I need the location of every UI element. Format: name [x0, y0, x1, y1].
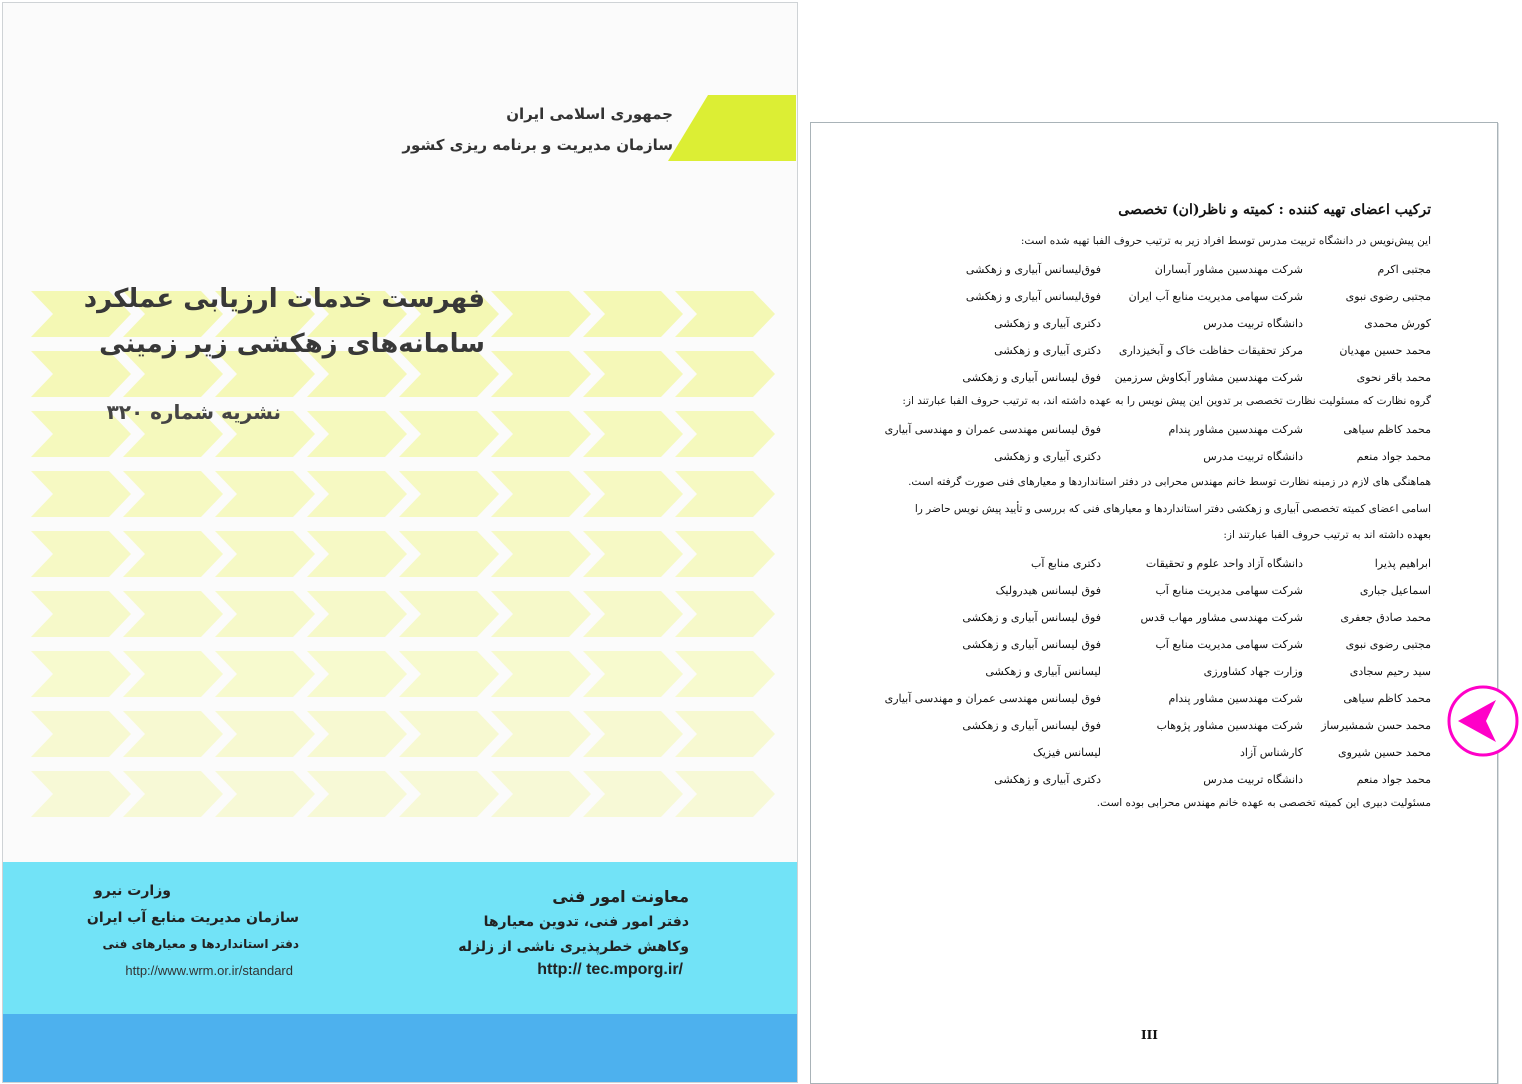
member-degree: فوق لیسانس آبیاری و زهکشی [962, 638, 1101, 651]
chevron-shape [675, 711, 775, 757]
chevron-shape [491, 291, 591, 337]
member-name: محمد کاظم سیاهی [1343, 423, 1431, 436]
member-affiliation: کارشناس آزاد [1239, 746, 1303, 759]
member-name: محمد صادق جعفری [1340, 611, 1431, 624]
publication-number: نشریه شماره ۳۲۰ [106, 400, 281, 424]
supervision-intro: گروه نظارت که مسئولیت نظارت تخصصی بر تدوین این پیش نویس را به عهده داشته اند، به ترتیب حروف الفبا عبارتند از: [902, 395, 1431, 407]
chevron-shape [123, 531, 223, 577]
secretary-note: مسئولیت دبیری این کمیته تخصصی به عهده خانم مهندس محرابی بوده است. [1096, 797, 1431, 809]
member-affiliation: شرکت مهندسی مشاور مهاب قدس [1140, 611, 1303, 624]
member-degree: دکتری آبیاری و زهکشی [994, 450, 1101, 463]
chevron-shape [399, 711, 499, 757]
member-degree: فوق‌لیسانس آبیاری و زهکشی [965, 263, 1101, 276]
chevron-shape [399, 471, 499, 517]
chevron-shape [307, 591, 407, 637]
member-degree: فوق لیسانس هیدرولیک [995, 584, 1101, 597]
member-affiliation: دانشگاه آزاد واحد علوم و تحقیقات [1145, 557, 1303, 570]
member-name: کورش محمدی [1364, 317, 1431, 330]
chevron-shape [123, 651, 223, 697]
chevron-shape [215, 711, 315, 757]
chevron-shape [583, 591, 683, 637]
chevron-shape [583, 411, 683, 457]
chevron-shape [491, 771, 591, 817]
chevron-shape [307, 771, 407, 817]
member-affiliation: شرکت سهامی مدیریت منابع آب ایران [1128, 290, 1303, 303]
chevron-shape [399, 591, 499, 637]
member-name: مجتبی اکرم [1377, 263, 1431, 276]
chevron-shape [307, 531, 407, 577]
document-page [810, 122, 1498, 1084]
chevron-shape [215, 471, 315, 517]
member-name: محمد کاظم سیاهی [1343, 692, 1431, 705]
member-degree: فوق لیسانس مهندسی عمران و مهندسی آبیاری [884, 423, 1101, 436]
chevron-shape [31, 711, 131, 757]
member-row [871, 638, 1431, 654]
chevron-shape [583, 711, 683, 757]
member-degree: فوق لیسانس آبیاری و زهکشی [962, 719, 1101, 732]
member-name: محمد حسین مهدیان [1339, 344, 1431, 357]
member-degree: فوق لیسانس مهندسی عمران و مهندسی آبیاری [884, 692, 1101, 705]
chevron-shape [675, 291, 775, 337]
member-row [871, 290, 1431, 306]
member-degree: لیسانس فیزیک [1033, 746, 1101, 759]
chevron-shape [399, 411, 499, 457]
chevron-shape [215, 771, 315, 817]
member-degree: دکتری آبیاری و زهکشی [994, 317, 1101, 330]
deputy-url: http:// tec.mporg.ir/ [537, 961, 683, 978]
member-affiliation: دانشگاه تربیت مدرس [1203, 450, 1303, 463]
member-affiliation: وزارت جهاد کشاورزی [1203, 665, 1303, 678]
member-row [871, 665, 1431, 681]
chevron-shape [31, 771, 131, 817]
chevron-shape [215, 651, 315, 697]
member-name: ابراهیم پذیرا [1374, 557, 1431, 570]
chevron-shape [583, 651, 683, 697]
member-affiliation: دانشگاه تربیت مدرس [1203, 317, 1303, 330]
member-row [871, 344, 1431, 360]
cover-title-line-1: فهرست خدمات ارزیابی عملکرد [83, 284, 485, 314]
ministry-url: http://www.wrm.or.ir/standard [125, 963, 293, 978]
chevron-shape [123, 711, 223, 757]
member-row [871, 746, 1431, 762]
chevron-shape [491, 591, 591, 637]
chevron-shape [307, 471, 407, 517]
chevron-shape [583, 351, 683, 397]
chevron-shape [583, 291, 683, 337]
coordination-note: هماهنگی های لازم در زمینه نظارت توسط خانم مهندس محرابی در دفتر استانداردها و معیارهای فنی صورت گرفته است. [908, 476, 1431, 488]
member-name: محمد جواد منعم [1356, 773, 1431, 786]
member-row [871, 773, 1431, 789]
chevron-shape [583, 471, 683, 517]
member-degree: فوق لیسانس آبیاری و زهکشی [962, 371, 1101, 384]
member-row [871, 371, 1431, 387]
chevron-shape [307, 711, 407, 757]
member-row [871, 692, 1431, 708]
chevron-shape [399, 531, 499, 577]
member-affiliation: شرکت مهندسین مشاور پندام [1168, 692, 1303, 705]
member-row [871, 719, 1431, 735]
arrow-left-circle-icon [1446, 684, 1520, 758]
member-row [871, 317, 1431, 333]
chevron-shape [491, 531, 591, 577]
chevron-shape [399, 771, 499, 817]
chevron-shape [675, 351, 775, 397]
standards-office: دفتر استانداردها و معیارهای فنی [102, 937, 299, 951]
chevron-shape [491, 351, 591, 397]
member-name: محمد حسن شمشیرساز [1321, 719, 1431, 732]
member-name: اسماعیل جباری [1359, 584, 1431, 597]
deputy-title: معاونت امور فنی [552, 887, 689, 906]
member-name: سید رحیم سجادی [1349, 665, 1431, 678]
member-affiliation: شرکت مهندسین مشاور آبساران [1154, 263, 1303, 276]
member-name: محمد حسین شیروی [1338, 746, 1431, 759]
chevron-shape [31, 591, 131, 637]
member-affiliation: دانشگاه تربیت مدرس [1203, 773, 1303, 786]
deputy-office-line-1: دفتر امور فنی، تدوین معیارها [483, 914, 689, 930]
issuer-line-2: سازمان مدیریت و برنامه ریزی کشور [402, 136, 673, 154]
chevron-shape [675, 771, 775, 817]
member-name: محمد باقر نحوی [1356, 371, 1431, 384]
member-degree: فوق‌لیسانس آبیاری و زهکشی [965, 290, 1101, 303]
chevron-shape [123, 471, 223, 517]
water-organization: سازمان مدیریت منابع آب ایران [86, 910, 299, 926]
chevron-shape [31, 471, 131, 517]
issuer-line-1: جمهوری اسلامی ایران [506, 105, 673, 123]
member-name: مجتبی رضوی نبوی [1345, 290, 1431, 303]
member-affiliation: شرکت سهامی مدیریت منابع آب [1155, 638, 1303, 651]
member-affiliation: شرکت سهامی مدیریت منابع آب [1155, 584, 1303, 597]
chevron-shape [491, 651, 591, 697]
member-degree: دکتری آبیاری و زهکشی [994, 344, 1101, 357]
member-degree: لیسانس آبیاری و زهکشی [985, 665, 1101, 678]
deputy-office-line-2: وکاهش خطرپذیری ناشی از زلزله [458, 939, 689, 955]
chevron-shape [675, 411, 775, 457]
page-number: III [1141, 1028, 1158, 1042]
chevron-shape [491, 711, 591, 757]
member-row [871, 423, 1431, 439]
member-row [871, 450, 1431, 466]
member-name: محمد جواد منعم [1356, 450, 1431, 463]
chevron-shape [675, 471, 775, 517]
committee-intro-line-1: اسامی اعضای کمیته تخصصی آبیاری و زهکشی دفتر استانداردها و معیارهای فنی که بررسی و تأیید پیش نویس حاضر را [914, 503, 1431, 515]
member-row [871, 263, 1431, 279]
chevron-shape [31, 531, 131, 577]
chevron-shape [123, 591, 223, 637]
chevron-shape [31, 651, 131, 697]
member-affiliation: شرکت مهندسین مشاور پندام [1168, 423, 1303, 436]
member-affiliation: مرکز تحقیقات حفاظت خاک و آبخیزداری [1118, 344, 1303, 357]
member-row [871, 557, 1431, 573]
cover-title-line-2: سامانه‌های زهکشی زیر زمینی [99, 329, 485, 359]
chevron-shape [491, 471, 591, 517]
chevron-shape [307, 411, 407, 457]
chevron-shape [399, 651, 499, 697]
cover-bottom-band [3, 1014, 797, 1083]
chevron-shape [583, 771, 683, 817]
chevron-shape [675, 651, 775, 697]
member-degree: فوق لیسانس آبیاری و زهکشی [962, 611, 1101, 624]
chevron-shape [675, 531, 775, 577]
member-degree: دکتری آبیاری و زهکشی [994, 773, 1101, 786]
document-heading: ترکیب اعضای تهیه کننده : کمیته و ناظر(ان) تخصصی [1118, 202, 1431, 218]
committee-intro-line-2: بعهده داشته اند به ترتیب حروف الفبا عبارتند از: [1223, 529, 1431, 541]
chevron-shape [675, 591, 775, 637]
chevron-shape [491, 411, 591, 457]
book-cover [2, 2, 798, 1083]
chevron-shape [307, 651, 407, 697]
intro-paragraph: این پیش‌نویس در دانشگاه تربیت مدرس توسط افراد زیر به ترتیب حروف الفبا تهیه شده است: [1020, 235, 1431, 247]
member-degree: دکتری منابع آب [1030, 557, 1101, 570]
ministry-name: وزارت نیرو [94, 883, 171, 899]
member-affiliation: شرکت مهندسین مشاور پژوهاب [1156, 719, 1303, 732]
member-row [871, 584, 1431, 600]
member-row [871, 611, 1431, 627]
next-page-button[interactable] [1446, 684, 1520, 758]
chevron-shape [215, 591, 315, 637]
member-affiliation: شرکت مهندسین مشاور آبکاوش سرزمین [1114, 371, 1303, 384]
member-name: مجتبی رضوی نبوی [1345, 638, 1431, 651]
chevron-shape [123, 771, 223, 817]
chevron-shape [583, 531, 683, 577]
chevron-shape [215, 531, 315, 577]
